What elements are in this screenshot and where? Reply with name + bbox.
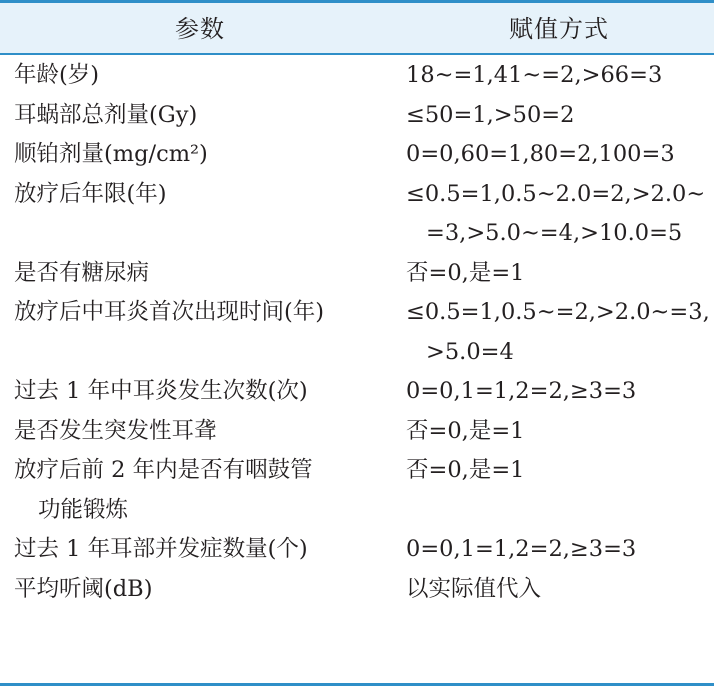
parameter-cell <box>0 135 392 175</box>
parameter-cell <box>0 175 392 254</box>
parameter-cell <box>0 412 392 452</box>
assignment-cell <box>392 56 714 96</box>
parameter-text: 是否发生突发性耳聋 <box>14 417 217 444</box>
parameter-cell <box>0 254 392 294</box>
parameter-cell <box>0 451 392 530</box>
table-body <box>0 56 714 609</box>
assignment-cell <box>392 372 714 412</box>
assignment-text: 以实际值代入 <box>406 575 542 602</box>
table-row <box>0 530 714 570</box>
table-row <box>0 96 714 136</box>
parameter-cell <box>0 570 392 610</box>
parameter-cell <box>0 96 392 136</box>
header-parameter: 参数 <box>175 15 225 43</box>
assignment-cell <box>392 96 714 136</box>
assignment-text: ≤0.5=1,0.5~=2,>2.0~=3, <box>406 299 710 325</box>
parameter-text: 年龄(岁) <box>14 62 100 88</box>
assignment-cell <box>392 135 714 175</box>
parameter-text: 顺铂剂量(mg/cm²) <box>14 141 208 167</box>
parameter-cell <box>0 293 392 372</box>
parameter-cell <box>0 56 392 96</box>
assignment-text: 0=0,1=1,2=2,≥3=3 <box>406 536 637 562</box>
assignment-text: =3,>5.0~=4,>10.0=5 <box>426 220 683 246</box>
assignment-text: 0=0,1=1,2=2,≥3=3 <box>406 378 637 404</box>
assignment-text: 18~=1,41~=2,>66=3 <box>406 62 663 88</box>
table-row <box>0 451 714 530</box>
assignment-cell <box>392 293 714 372</box>
header-assignment-method: 赋值方式 <box>509 15 609 43</box>
parameter-text: 放疗后年限(年) <box>14 180 167 207</box>
parameter-text: 是否有糖尿病 <box>14 259 150 286</box>
table-header-rule <box>0 53 714 55</box>
assignment-cell <box>392 412 714 452</box>
table-header <box>0 3 714 53</box>
parameter-text: 功能锻炼 <box>38 496 129 523</box>
assignment-text: 否=0,是=1 <box>406 417 525 444</box>
assignment-text: ≤50=1,>50=2 <box>406 101 575 128</box>
table-row <box>0 135 714 175</box>
table-row <box>0 175 714 254</box>
table-row <box>0 372 714 412</box>
parameter-cell <box>0 530 392 570</box>
assignment-cell <box>392 570 714 610</box>
assignment-cell <box>392 530 714 570</box>
parameter-text: 放疗后前 2 年内是否有咽鼓管 <box>14 457 313 483</box>
assignment-text: 否=0,是=1 <box>406 457 525 483</box>
table-row <box>0 570 714 610</box>
parameter-text: 过去 1 年中耳炎发生次数(次) <box>14 378 308 404</box>
parameter-text: 平均听阈(dB) <box>14 575 153 602</box>
table-row <box>0 412 714 452</box>
assignment-cell <box>392 175 714 254</box>
assignment-text: >5.0=4 <box>426 338 514 365</box>
assignment-cell <box>392 254 714 294</box>
parameter-text: 耳蜗部总剂量(Gy) <box>14 101 198 128</box>
assignment-text: 0=0,60=1,80=2,100=3 <box>406 141 675 167</box>
parameter-text: 过去 1 年耳部并发症数量(个) <box>14 536 308 562</box>
parameter-cell <box>0 372 392 412</box>
table-row <box>0 56 714 96</box>
assignment-cell <box>392 451 714 530</box>
parameter-text: 放疗后中耳炎首次出现时间(年) <box>14 299 325 325</box>
table-row <box>0 254 714 294</box>
assignment-text: ≤0.5=1,0.5~2.0=2,>2.0~ <box>406 180 706 207</box>
assignment-text: 否=0,是=1 <box>406 259 525 286</box>
table-row <box>0 293 714 372</box>
